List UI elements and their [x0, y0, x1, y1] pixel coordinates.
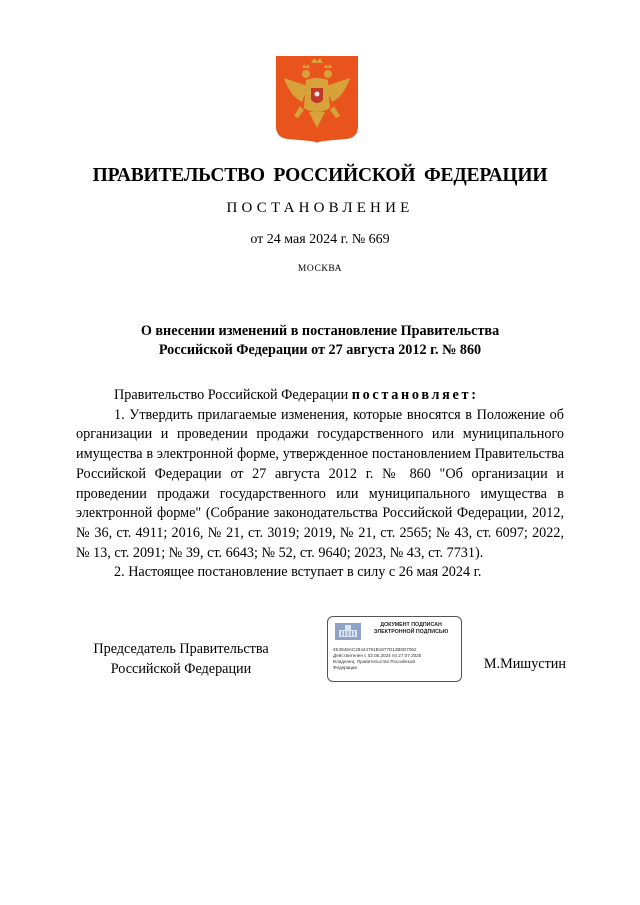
government-building-icon [335, 623, 361, 640]
document-city: МОСКВА [297, 264, 343, 274]
intro-text: Правительство Российской Федерации [114, 387, 352, 403]
document-body [76, 386, 564, 583]
subject-line-2: Российской Федерации от 27 августа 2012 г. № 860 [158, 342, 482, 358]
signatory-position [76, 640, 286, 679]
stamp-validity: Действителен с 03.05.2024 по 27.07.2025 [333, 653, 422, 658]
intro-emphasis: постановляет: [351, 387, 479, 403]
document-type: ПОСТАНОВЛЕНИЕ [226, 200, 414, 216]
subject-line-1: О внесении изменений в постановление Правительства [140, 323, 500, 339]
item-2-paragraph: 2. Настоящее постановление вступает в силу с 26 мая 2024 г. [114, 564, 482, 581]
stamp-heading [364, 622, 458, 636]
stamp-serial: 4E4949AC28444791B1877D12B0D7062 [333, 647, 417, 652]
item-1-paragraph: 1. Утвердить прилагаемые изменения, которые вносятся в Положение об организации и проведении продажи государственного или муниципального имущества в электронной форме, утвержденное постановлением Правительства Российской Федерации от 27 августа 2012 г. № 860 "Об организации и проведении продажи государственного или муниципального имущества в электронной форме" (Собрание законодательства Российской Федерации, 2012, № 36, ст. 4911; 2016, № 21, ст. 3019; 2019, № 21, ст. 2565; № 43, ст. 6097; 2022, № 13, ст. 2091; № 39, ст. 6643; № 52, ст. 9640; 2023, № 43, ст. 7731). [76, 406, 564, 561]
intro-paragraph [76, 386, 564, 406]
document-subject [90, 322, 550, 360]
document-date-number: от 24 мая 2024 г. № 669 [250, 232, 390, 247]
stamp-heading-line-2: ЭЛЕКТРОННОЙ ПОДПИСЬЮ [373, 629, 449, 635]
government-title: ПРАВИТЕЛЬСТВО РОССИЙСКОЙ ФЕДЕРАЦИИ [92, 165, 548, 186]
position-line-1: Председатель Правительства [93, 641, 269, 657]
electronic-signature-stamp [327, 616, 462, 682]
stamp-heading-line-1: ДОКУМЕНТ ПОДПИСАН [380, 622, 442, 628]
coat-of-arms-icon [276, 56, 358, 143]
stamp-owner-line-2: Федерации [333, 665, 358, 670]
stamp-owner-line-1: Владелец: Правительство Российской [333, 659, 415, 664]
signatory-name: М.Мишустин [483, 656, 566, 672]
position-line-2: Российской Федерации [110, 660, 252, 677]
